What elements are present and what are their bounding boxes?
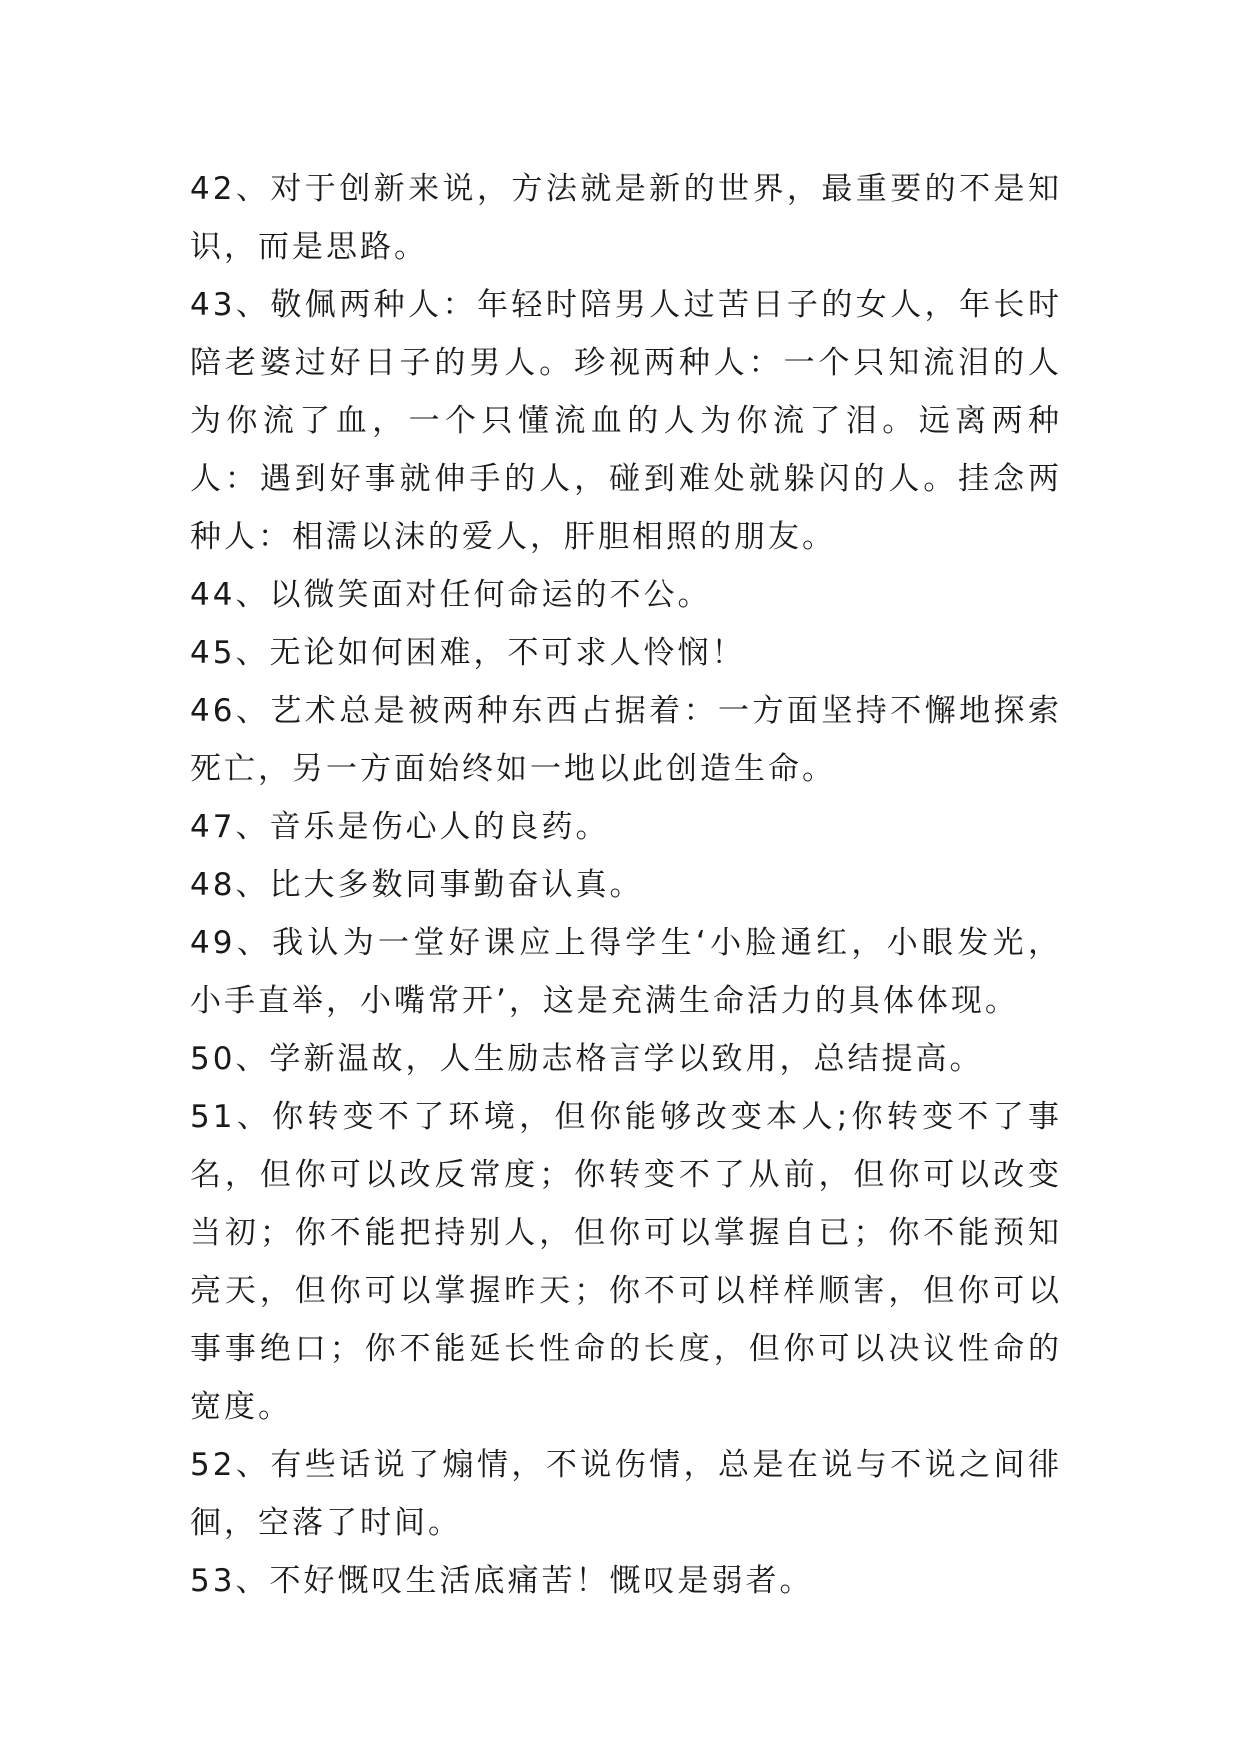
entry-53: 53、不好慨叹生活底痛苦！慨叹是弱者。 (190, 1563, 814, 1599)
entry-46: 46、艺术总是被两种东西占据着：一方面坚持不懈地探索死亡，另一方面始终如一地以此创造生命。 (190, 693, 1062, 787)
entry-47: 47、音乐是伤心人的良药。 (190, 809, 610, 845)
entry-48: 48、比大多数同事勤奋认真。 (190, 867, 644, 903)
entry-43: 43、敬佩两种人：年轻时陪男人过苦日子的女人，年长时陪老婆过好日子的男人。珍视两种人：一个只知流泪的人为你流了血，一个只懂流血的人为你流了泪。远离两种人：遇到好事就伸手的人，碰到难处就躲闪的人。挂念两种人：相濡以沫的爱人，肝胆相照的朋友。 (190, 287, 1062, 555)
entry-52: 52、有些话说了煽情，不说伤情，总是在说与不说之间徘徊，空落了时间。 (190, 1447, 1062, 1541)
entry-45: 45、无论如何困难，不可求人怜悯！ (190, 635, 746, 671)
document-body (190, 160, 1062, 1610)
entry-51: 51、你转变不了环境，但你能够改变本人;你转变不了事名，但你可以改反常度；你转变不了从前，但你可以改变当初；你不能把持别人，但你可以掌握自已；你不能预知亮天，但你可以掌握昨天；你不可以样样顺害，但你可以事事绝口；你不能延长性命的长度，但你可以决议性命的宽度。 (190, 1099, 1062, 1425)
entry-44: 44、以微笑面对任何命运的不公。 (190, 577, 712, 613)
entry-50: 50、学新温故，人生励志格言学以致用，总结提高。 (190, 1041, 984, 1077)
entry-49: 49、我认为一堂好课应上得学生‘小脸通红，小眼发光，小手直举，小嘴常开’，这是充满生命活力的具体体现。 (190, 925, 1062, 1019)
entry-42: 42、对于创新来说，方法就是新的世界，最重要的不是知识，而是思路。 (190, 171, 1062, 265)
